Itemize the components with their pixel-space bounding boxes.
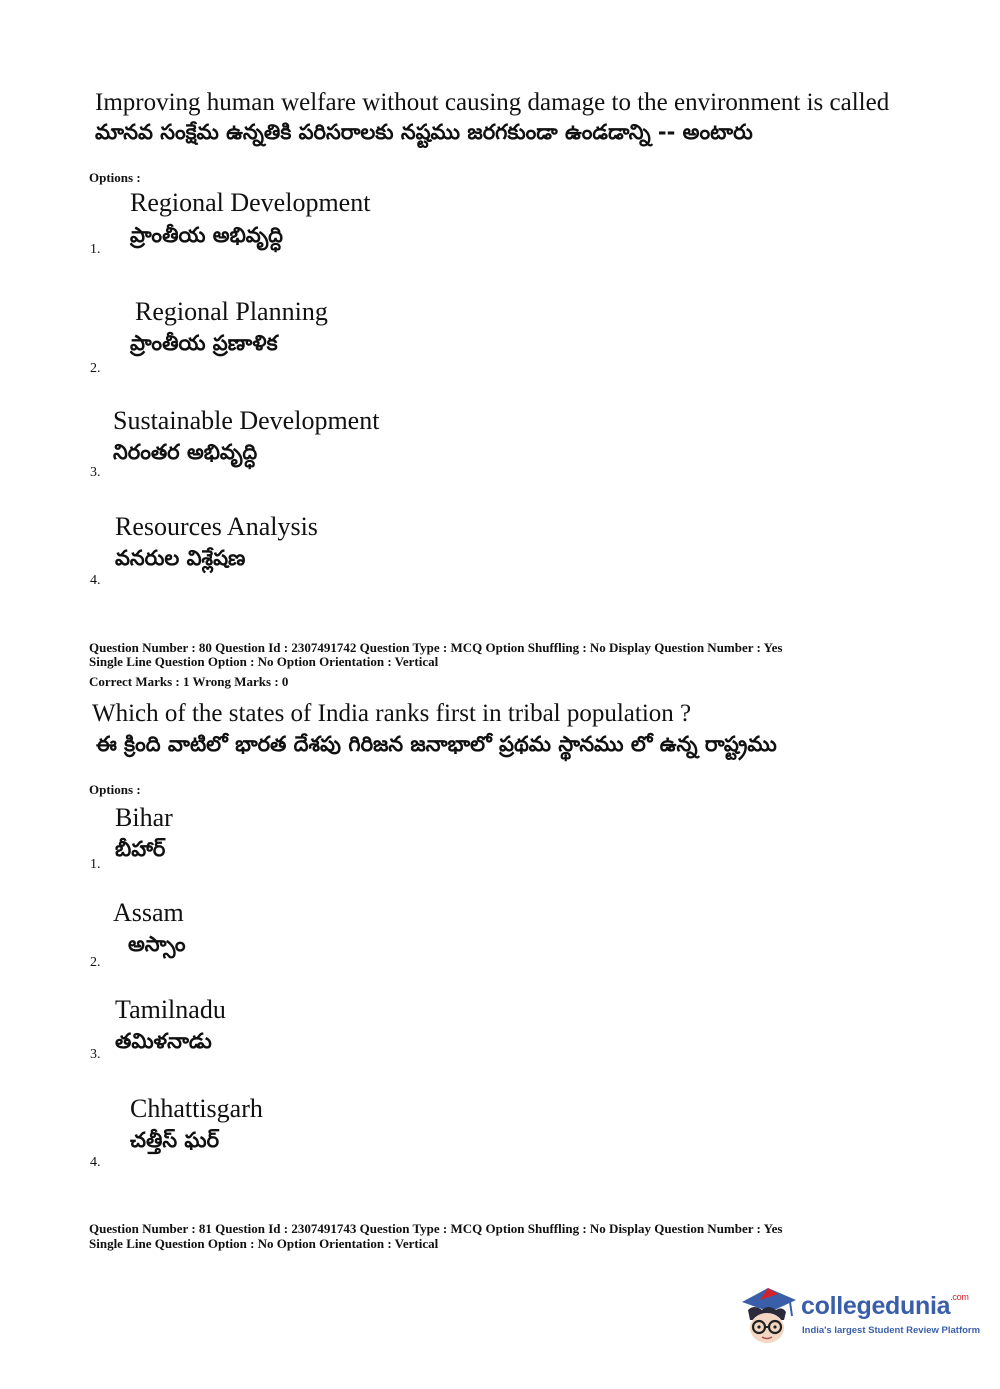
q80-meta-line-1: Question Number : 80 Question Id : 2307491742 Question Type : MCQ Option Shuffling : No Display Question Number : Yes — [89, 640, 783, 655]
q80-options-label: Options : — [89, 782, 141, 797]
q79-option-4-en: Resources Analysis — [115, 512, 318, 541]
q80-option-2-num: 2. — [90, 955, 101, 970]
q79-option-2-num: 2. — [90, 361, 101, 376]
q79-option-3-num: 3. — [90, 465, 101, 480]
logo-tagline: India's largest Student Review Platform — [802, 1325, 981, 1336]
q80-option-4-en: Chhattisgarh — [130, 1094, 263, 1123]
q79-option-1-num: 1. — [90, 242, 101, 257]
logo-suffix: .com — [950, 1292, 969, 1302]
q79-option-1-en: Regional Development — [130, 188, 371, 217]
q80-option-2-te: అస్సాం — [128, 932, 186, 956]
q79-option-3-en: Sustainable Development — [113, 406, 380, 435]
q80-option-1-en: Bihar — [115, 803, 173, 832]
q81-meta-line-1: Question Number : 81 Question Id : 2307491743 Question Type : MCQ Option Shuffling : No Display Question Number : Yes — [89, 1221, 783, 1236]
q80-option-4-te: చత్తీస్ ఘర్ — [130, 1128, 220, 1152]
q80-option-3-num: 3. — [90, 1047, 101, 1062]
collegedunia-logo — [738, 1280, 981, 1350]
q79-text-en: Improving human welfare without causing damage to the environment is called — [95, 89, 890, 116]
q79-option-4-te: వనరుల విశ్లేషణ — [115, 546, 246, 570]
q80-option-1-te: బీహార్ — [115, 837, 166, 861]
q80-option-1-num: 1. — [90, 857, 101, 872]
q80-option-4-num: 4. — [90, 1155, 101, 1170]
q79-option-2-te: ప్రాంతీయ ప్రణాళిక — [130, 331, 278, 355]
q80-meta-line-2: Single Line Question Option : No Option Orientation : Vertical — [89, 654, 439, 669]
q79-option-4-num: 4. — [90, 573, 101, 588]
q81-meta-line-2: Single Line Question Option : No Option Orientation : Vertical — [89, 1236, 439, 1251]
mascot-icon — [738, 1280, 800, 1350]
q79-options-label: Options : — [89, 170, 141, 185]
q79-option-3-te: నిరంతర అభివృద్ధి — [113, 440, 258, 464]
q80-option-3-te: తమిళనాడు — [115, 1029, 212, 1053]
q80-option-3-en: Tamilnadu — [115, 995, 226, 1024]
q79-option-2-en: Regional Planning — [135, 297, 328, 326]
q80-marks: Correct Marks : 1 Wrong Marks : 0 — [89, 674, 289, 689]
q79-text-te: మానవ సంక్షేమ ఉన్నతికి పరిసరాలకు నష్టము జరగకుండా ఉండడాన్ని -- అంటారు — [95, 120, 753, 144]
q79-option-1-te: ప్రాంతీయ అభివృద్ధి — [130, 223, 284, 247]
q80-text-te: ఈ క్రింది వాటిలో భారత దేశపు గిరిజన జనాభాలో ప్రథమ స్థానము లో ఉన్న రాష్ట్రము — [96, 732, 777, 756]
q80-text-en: Which of the states of India ranks first in tribal population ? — [92, 700, 692, 727]
q80-option-2-en: Assam — [113, 898, 184, 927]
logo-name: collegedunia — [801, 1292, 951, 1320]
